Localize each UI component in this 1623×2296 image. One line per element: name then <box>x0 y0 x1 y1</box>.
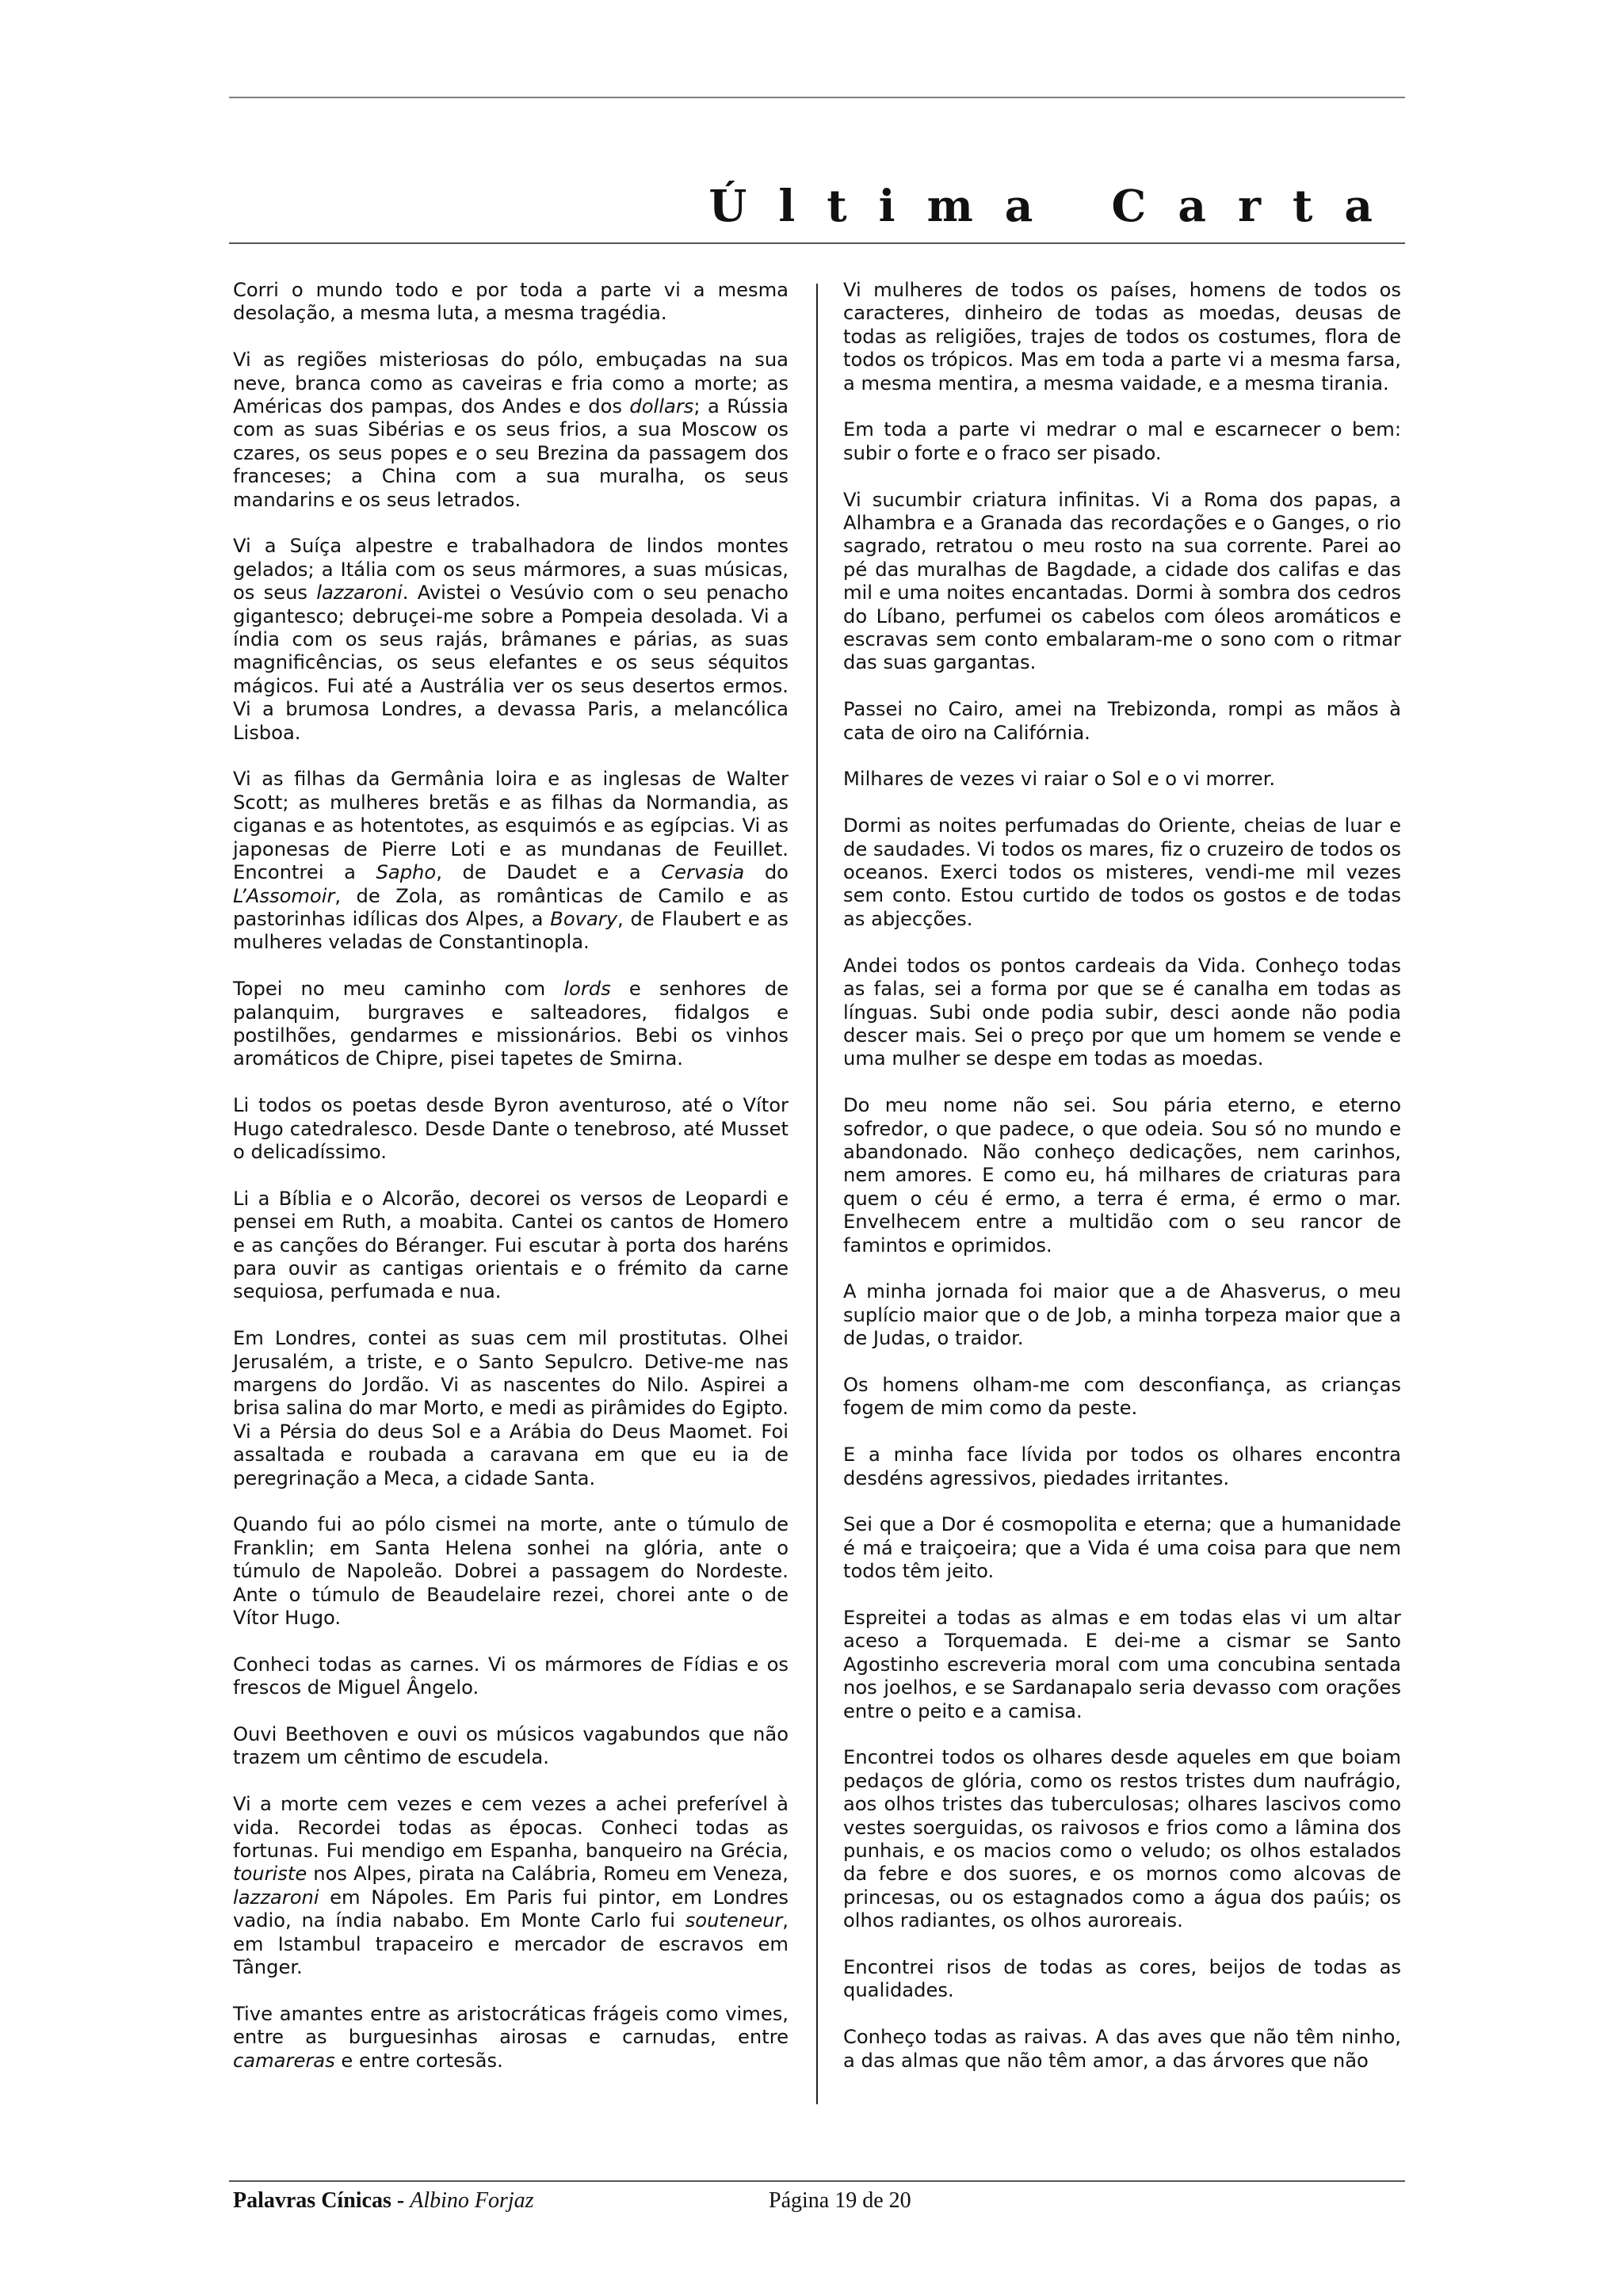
paragraph: Vi a Suíça alpestre e trabalhadora de lindos montes gelados; a Itália com os seus mármores, a suas músicas, os seus lazzaroni. Avistei o Vesúvio com o seu penacho gigantesco; debruçei-me sobre a Pompeia desolada. Vi a índia com os seus rajás, brâmanes e párias, as suas magnificências, os seus elefantes e os seus séquitos mágicos. Fui até a Austrália ver os seus desertos ermos. Vi a brumosa Londres, a devassa Paris, a melancólica Lisboa. <box>233 535 789 744</box>
paragraph: Do meu nome não sei. Sou pária eterno, e eterno sofredor, o que padece, o que odeia. Sou só no mundo e abandonado. Não conheço dedicações, nem carinhos, nem amores. E como eu, há milhares de criaturas para quem o céu é ermo, a terra é erma, é ermo o mar. Envelhecem entre a multidão com o seu rancor de famintos e oprimidos. <box>843 1094 1401 1257</box>
paragraph: Topei no meu caminho com lords e senhores de palanquim, burgraves e salteadores, fidalgos e postilhões, gendarmes e missionários. Bebi os vinhos aromáticos de Chipre, pisei tapetes de Smirna. <box>233 978 789 1070</box>
paragraph: Vi a morte cem vezes e cem vezes a achei preferível à vida. Recordei todas as épocas. Conheci todas as fortunas. Fui mendigo em Espanha, banqueiro na Grécia, touriste nos Alpes, pirata na Calábria, Romeu em Veneza, lazzaroni em Nápoles. Em Paris fui pintor, em Londres vadio, na índia nababo. Em Monte Carlo fui souteneur, em Istambul trapaceiro e mercador de escravos em Tânger. <box>233 1793 789 1979</box>
paragraph: A minha jornada foi maior que a de Ahasverus, o meu suplício maior que o de Job, a minha torpeza maior que a de Judas, o traidor. <box>843 1280 1401 1350</box>
paragraph: Tive amantes entre as aristocráticas frágeis como vimes, entre as burguesinhas airosas e carnudas, entre camareras e entre cortesãs. <box>233 2002 789 2072</box>
paragraph: Conheci todas as carnes. Vi os mármores de Fídias e os frescos de Miguel Ângelo. <box>233 1653 789 1699</box>
footer-rule <box>229 2180 1405 2182</box>
left-column <box>233 279 789 2096</box>
right-column <box>843 279 1401 2096</box>
paragraph: Quando fui ao pólo cismei na morte, ante o túmulo de Franklin; em Santa Helena sonhei na glória, ante o túmulo de Napoleão. Dobrei a passagem do Nordeste. Ante o túmulo de Beaudelaire rezei, chorei ante o de Vítor Hugo. <box>233 1513 789 1630</box>
paragraph: Andei todos os pontos cardeais da Vida. Conheço todas as falas, sei a forma por que se é canalha em todas as línguas. Subi onde podia subir, desci aonde não podia descer mais. Sei o preço por que um homem se vende e uma mulher se despe em todas as moedas. <box>843 954 1401 1070</box>
paragraph: Sei que a Dor é cosmopolita e eterna; que a humanidade é má e traiçoeira; que a Vida é uma coisa para que nem todos têm jeito. <box>843 1513 1401 1583</box>
paragraph: Passei no Cairo, amei na Trebizonda, rompi as mãos à cata de oiro na Califórnia. <box>843 698 1401 744</box>
paragraph: Espreitei a todas as almas e em todas elas vi um altar aceso a Torquemada. E dei-me a cismar se Santo Agostinho escreveria moral com uma concubina sentada nos joelhos, e se Sardanapalo seria devasso com orações entre o peito e a camisa. <box>843 1606 1401 1722</box>
paragraph: E a minha face lívida por todos os olhares encontra desdéns agressivos, piedades irritantes. <box>843 1444 1401 1489</box>
footer-book-title: Palavras Cínicas <box>233 2188 391 2213</box>
paragraph: Corri o mundo todo e por toda a parte vi a mesma desolação, a mesma luta, a mesma tragédia. <box>233 279 789 325</box>
paragraph: Encontrei risos de todas as cores, beijos de todas as qualidades. <box>843 1956 1401 2002</box>
column-divider <box>816 284 818 2104</box>
paragraph: Em toda a parte vi medrar o mal e escarnecer o bem: subir o forte e o fraco ser pisado. <box>843 418 1401 464</box>
paragraph: Os homens olham-me com desconfiança, as crianças fogem de mim como da peste. <box>843 1373 1401 1420</box>
paragraph: Vi sucumbir criatura infinitas. Vi a Roma dos papas, a Alhambra e a Granada das recordações e o Ganges, o rio sagrado, retratou o meu rosto na sua corrente. Parei ao pé das muralhas de Bagdade, a cidade dos califas e das mil e uma noites encantadas. Dormi à sombra dos cedros do Líbano, perfumei os cabelos com óleos aromáticos e escravas sem conto embalaram-me o sono com o ritmar das suas gargantas. <box>843 488 1401 674</box>
paragraph: Milhares de vezes vi raiar o Sol e o vi morrer. <box>843 768 1276 791</box>
footer-author: Albino Forjaz <box>410 2188 534 2213</box>
paragraph: Encontrei todos os olhares desde aqueles em que boiam pedaços de glória, como os restos tristes dum naufrágio, aos olhos tristes das tuberculosas; olhares lascivos como vestes soerguidas, os raivosos e frios como a lâmina dos punhais, e os macios como o veludo; os olhos estalados da febre e dos suores, e os mornos como alcovas de princesas, ou os estagnados como a água dos paúis; os olhos radiantes, os olhos auroreais. <box>843 1746 1401 1932</box>
paragraph: Vi as regiões misteriosas do pólo, embuçadas na sua neve, branca como as caveiras e fria como a morte; as Américas dos pampas, dos Andes e dos dollars; a Rússia com as suas Sibérias e os seus frios, a sua Moscow os czares, os seus popes e o seu Brezina da passagem dos franceses; a China com a sua muralha, os seus mandarins e os seus letrados. <box>233 349 789 511</box>
paragraph: Vi mulheres de todos os países, homens de todos os caracteres, dinheiro de todas as moedas, deusas de todas as religiões, trajes de todos os costumes, flora de todos os trópicos. Mas em toda a parte vi a mesma farsa, a mesma mentira, a mesma vaidade, e a mesma tirania. <box>843 279 1401 395</box>
top-rule <box>229 97 1405 98</box>
paragraph: Ouvi Beethoven e ouvi os músicos vagabundos que não trazem um cêntimo de escudela. <box>233 1723 789 1769</box>
footer-separator: - <box>391 2188 411 2213</box>
paragraph: Li todos os poetas desde Byron aventuroso, até o Vítor Hugo catedralesco. Desde Dante o tenebroso, até Musset o delicadíssimo. <box>233 1094 789 1163</box>
paragraph: Li a Bíblia e o Alcorão, decorei os versos de Leopardi e pensei em Ruth, a moabita. Cantei os cantos de Homero e as canções do Béranger. Fui escutar à porta dos haréns para ouvir as cantigas orientais e o frémito da carne sequiosa, perfumada e nua. <box>233 1187 789 1303</box>
header-rule <box>229 242 1405 244</box>
paragraph: Em Londres, contei as suas cem mil prostitutas. Olhei Jerusalém, a triste, e o Santo Sepulcro. Detive-me nas margens do Jordão. Vi as nascentes do Nilo. Aspirei a brisa salina do mar Morto, e medi as pirâmides do Egipto. Vi a Pérsia do deus Sol e a Arábia do Deus Maomet. Foi assaltada e roubada a caravana em que eu ia de peregrinação a Meca, a cidade Santa. <box>233 1327 789 1489</box>
footer-page-number: Página 19 de 20 <box>769 2188 911 2213</box>
paragraph: Vi as filhas da Germânia loira e as inglesas de Walter Scott; as mulheres bretãs e as filhas da Normandia, as ciganas e as hotentotes, as esquimós e as egípcias. Vi as japonesas de Pierre Loti e as mundanas de Feuillet. Encontrei a Sapho, de Daudet e a Cervasia do L’Assomoir, de Zola, as românticas de Camilo e as pastorinhas idílicas dos Alpes, a Bovary, de Flaubert e as mulheres veladas de Constantinopla. <box>233 768 789 954</box>
paragraph: Conheço todas as raivas. A das aves que não têm ninho, a das almas que não têm amor, a das árvores que não <box>843 2026 1401 2072</box>
paragraph: Dormi as noites perfumadas do Oriente, cheias de luar e de saudades. Vi todos os mares, fiz o cruzeiro de todos os oceanos. Exerci todos os misteres, vendi-me mil vezes sem conto. Estou curtido de todos os gostos e de todas as abjecções. <box>843 814 1401 930</box>
page-title: Última Carta <box>708 180 1404 231</box>
footer-citation <box>233 2188 534 2214</box>
